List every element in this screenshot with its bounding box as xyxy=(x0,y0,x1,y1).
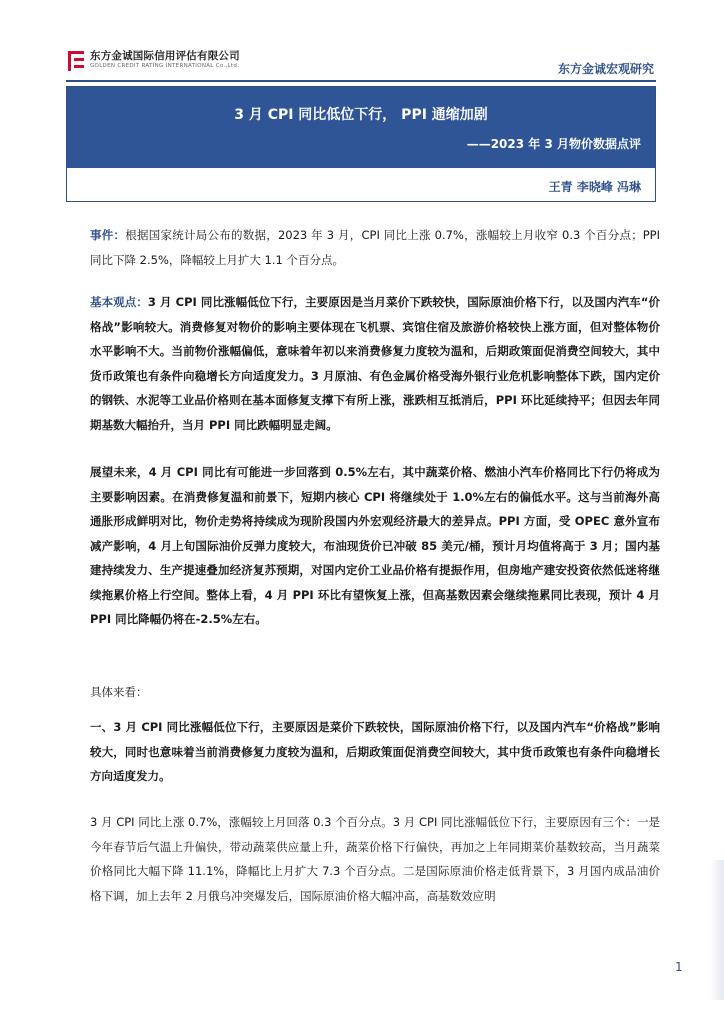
page-number: 1 xyxy=(675,960,683,974)
logo-mark-icon xyxy=(68,51,84,71)
event-label: 事件： xyxy=(90,228,126,242)
section1-heading: 一、3 月 CPI 同比涨幅低位下行，主要原因是菜价下跌较快，国际原油价格下行，以及国内汽车“价格战”影响较大，同时也意味着当前消费修复力度较为温和，后期政策面促消费空间较大，其中货币政策也有条件向稳增长方向适度发力。 xyxy=(90,720,660,783)
outlook-paragraph: 展望未来，4 月 CPI 同比有可能进一步回落到 0.5%左右，其中蔬菜价格、燃油小汽车价格同比下行仍将成为主要影响因素。在消费修复温和前景下，短期内核心 CPI 将继续处于 1.0%左右的偏低水平。这与当前海外高通胀形成鲜明对比，物价走势将持续成为现阶段国内外宏观经济最大的差异点。PPI 方面，受 OPEC 意外宣布减产影响，4 月上旬国际油价反弹力度较大，布油现货价已冲破 85 美元/桶，预计月均值将高于 3 月；国内基建持续发力、生产提速叠加经济复苏预期，对国内定价工业品价格有提振作用，但房地产建安投资依然低迷将继续拖累价格上行空间。整体上看，4 月 PPI 环比有望恢复上涨，但高基数因素会继续拖累同比表现，预计 4 月 PPI 同比降幅仍将在-2.5%左右。 xyxy=(90,465,660,626)
company-name-cn: 东方金诚国际信用评估有限公司 xyxy=(90,50,240,62)
company-name-en: GOLDEN CREDIT RATING INTERNATIONAL Co.,Ltd. xyxy=(90,63,240,69)
report-subtitle: ——2023 年 3 月物价数据点评 xyxy=(466,137,641,151)
page-edge-shadow xyxy=(710,860,724,1000)
header-divider xyxy=(66,80,656,82)
detail-intro: 具体来看： xyxy=(90,685,148,699)
view-label: 基本观点： xyxy=(90,295,148,309)
page-header xyxy=(0,0,724,80)
section1-text: 3 月 CPI 同比上涨 0.7%，涨幅较上月回落 0.3 个百分点。3 月 CPI 同比涨幅低位下行，主要原因有三个：一是今年春节后气温上升偏快，带动蔬菜供应量上升，蔬菜价格下行偏快，再加之上年同期菜价基数较高，当月蔬菜价格同比大幅下降 11.1%，降幅比上月扩大 7.3 个百分点。二是国际原油价格走低背景下，3 月国内成品油价格下调，加上去年 2 月俄乌冲突爆发后，国际原油价格大幅冲高，高基数效应明 xyxy=(90,815,660,903)
view-text: 3 月 CPI 同比涨幅低位下行，主要原因是当月菜价下跌较快，国际原油价格下行，以及国内汽车“价格战”影响较大。消费修复对物价的影响主要体现在飞机票、宾馆住宿及旅游价格较快上涨方面，但对整体物价水平影响不大。当前物价涨幅偏低，意味着年初以来消费修复力度较为温和，后期政策面促消费空间较大，其中货币政策也有条件向稳增长方向适度发力。3 月原油、有色金属价格受海外银行业危机影响整体下跌，国内定价的钢铁、水泥等工业品价格则在基本面修复支撑下有所上涨，涨跌相互抵消后，PPI 环比延续持平；但因去年同期基数大幅抬升，当月 PPI 同比跌幅明显走阔。 xyxy=(90,295,661,432)
view-paragraph xyxy=(90,290,660,437)
report-title-block xyxy=(66,86,656,202)
company-logo xyxy=(68,50,240,76)
title-band xyxy=(67,87,655,168)
report-title: 3 月 CPI 同比低位下行， PPI 通缩加剧 xyxy=(234,107,488,123)
report-authors: 王青 李晓峰 冯琳 xyxy=(548,180,641,194)
event-paragraph xyxy=(90,223,660,272)
research-brand: 东方金诚宏观研究 xyxy=(557,62,654,76)
event-text: 根据国家统计局公布的数据，2023 年 3 月，CPI 同比上涨 0.7%，涨幅较上月收窄 0.3 个百分点；PPI 同比下降 2.5%，降幅较上月扩大 1.1 个百分点。 xyxy=(90,228,660,267)
